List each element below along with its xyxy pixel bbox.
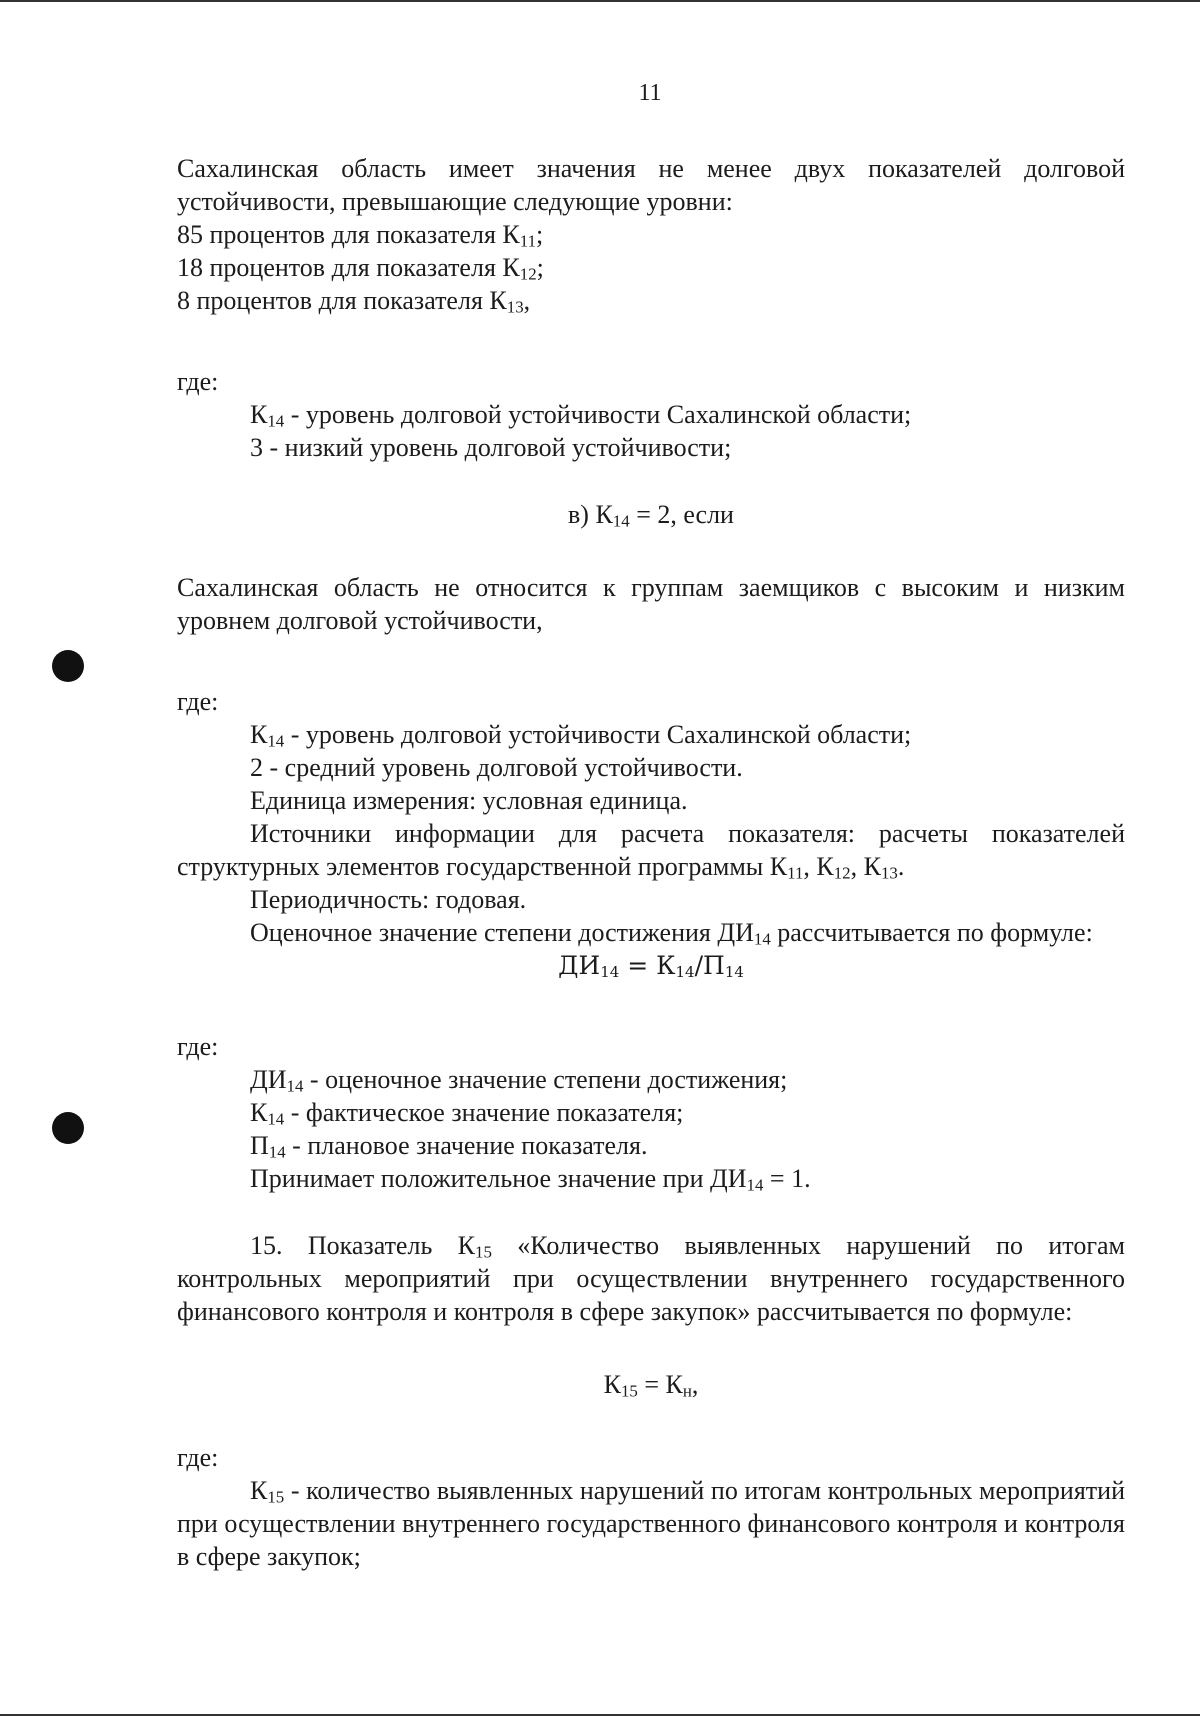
estimate-intro: Оценочное значение степени достижения $ДИ_{14}$ рассчитывается по формуле:: [250, 918, 1093, 949]
where-label: где:: [177, 1032, 219, 1061]
condition-heading: в) $К_{14} = 2$, если: [568, 500, 734, 531]
unit-of-measure: Единица измерения: условная единица.: [250, 786, 688, 815]
definition-k15: $К_{15}$ - количество выявленных нарушений по итогам контрольных мероприятий при осуществлении внутреннего государственного финансового контроля и контроля в сфере закупок;: [177, 1476, 1125, 1571]
where-label: где:: [177, 367, 219, 396]
information-sources: Источники информации для расчета показателя: расчеты показателей структурных элементов государственной программы $К_{11}$, $К_{12}$, $К_{13}$.: [177, 819, 1125, 883]
scan-top-edge: [0, 0, 1200, 2]
periodicity: Периодичность: годовая.: [250, 885, 527, 914]
definition-di14: $ДИ_{14}$ - оценочное значение степени достижения;: [250, 1065, 788, 1096]
page-number: 11: [638, 80, 662, 106]
where-label: где:: [177, 687, 219, 716]
positive-value-note: Принимает положительное значение при $ДИ_{14} = 1$.: [250, 1164, 811, 1195]
formula-di14: $ДИ_{14} = К_{14}/П_{14}$: [558, 951, 744, 981]
paragraph-medium-group: Сахалинская область не относится к группам заемщиков с высоким и низким уровнем долговой устойчивости,: [177, 573, 1125, 635]
where-label: где:: [177, 1443, 219, 1472]
definition-medium-level: 2 - средний уровень долговой устойчивости.: [250, 753, 743, 782]
document-body: [177, 152, 1125, 1573]
definition-low-level: 3 - низкий уровень долговой устойчивости;: [250, 433, 732, 462]
threshold-k12: 18 процентов для показателя $К_{12}$;: [177, 253, 544, 284]
threshold-k13: 8 процентов для показателя $К_{13}$,: [177, 286, 531, 317]
definition-k14: $К_{14}$ - уровень долговой устойчивости Сахалинской области;: [250, 400, 912, 431]
punch-hole: [52, 650, 84, 682]
formula-k15: $К_{15} = К_н$,: [603, 1370, 699, 1401]
definition-k14: $К_{14}$ - уровень долговой устойчивости Сахалинской области;: [250, 720, 912, 751]
indicator-15-paragraph: 15. Показатель $К_{15}$ «Количество выявленных нарушений по итогам контрольных мероприятий при осуществлении внутреннего государственного финансового контроля и контроля в сфере закупок» рассчитывается по формуле:: [177, 1231, 1125, 1326]
definition-k14-actual: $К_{14}$ - фактическое значение показателя;: [250, 1098, 684, 1129]
paragraph-condition: Сахалинская область имеет значения не менее двух показателей долговой устойчивости, превышающие следующие уровни:: [177, 154, 1125, 216]
punch-hole: [52, 1112, 84, 1144]
threshold-k11: 85 процентов для показателя $К_{11}$;: [177, 220, 544, 251]
definition-p14-plan: $П_{14}$ - плановое значение показателя.: [250, 1131, 648, 1162]
